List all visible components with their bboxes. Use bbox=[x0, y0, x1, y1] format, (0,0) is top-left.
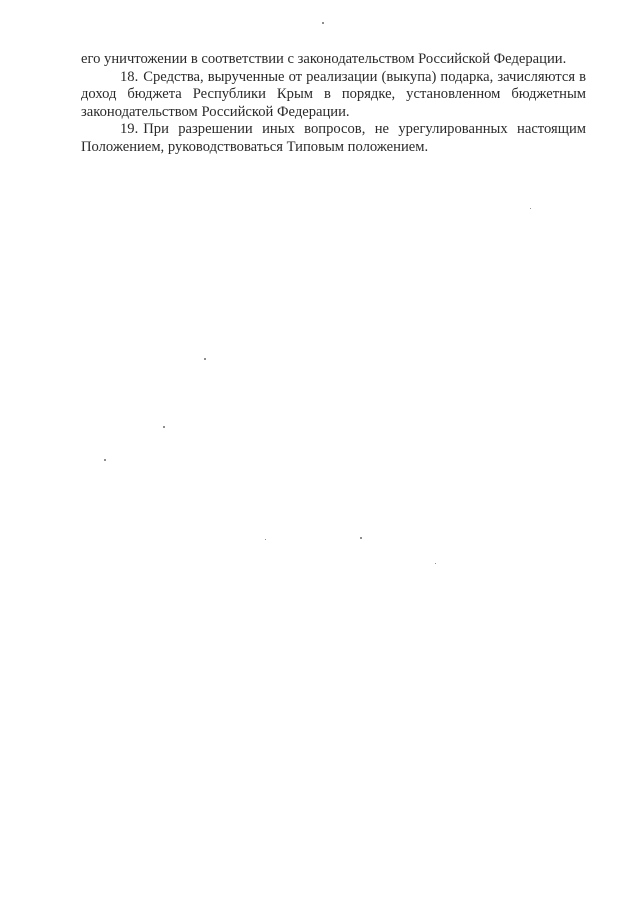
paragraph-continuation bbox=[81, 51, 586, 69]
document-body bbox=[81, 51, 586, 156]
scan-speck bbox=[360, 537, 362, 539]
scan-speck bbox=[104, 459, 106, 461]
paragraph-number: 19. bbox=[120, 121, 139, 137]
paragraph-19 bbox=[81, 121, 586, 156]
scan-speck bbox=[435, 563, 436, 564]
paragraph-text: его уничтожении в соответствии с законодательством Российской Федерации. bbox=[81, 51, 567, 67]
paragraph-number: 18. bbox=[120, 68, 139, 85]
scan-speck bbox=[530, 208, 531, 209]
scan-speck bbox=[163, 426, 165, 428]
paragraph-18 bbox=[81, 69, 586, 122]
paragraph-text: Средства, вырученные от реализации (выкупа) подарка, зачисляются в доход бюджета Республики Крым в порядке, установленном бюджетным законодательством Российской Федерации. bbox=[81, 68, 586, 120]
scan-speck bbox=[265, 539, 266, 540]
scan-speck bbox=[322, 22, 324, 24]
paragraph-text: При разрешении иных вопросов, не урегулированных настоящим Положением, руководствоваться Типовым положением. bbox=[81, 121, 586, 155]
scan-speck bbox=[204, 358, 206, 360]
